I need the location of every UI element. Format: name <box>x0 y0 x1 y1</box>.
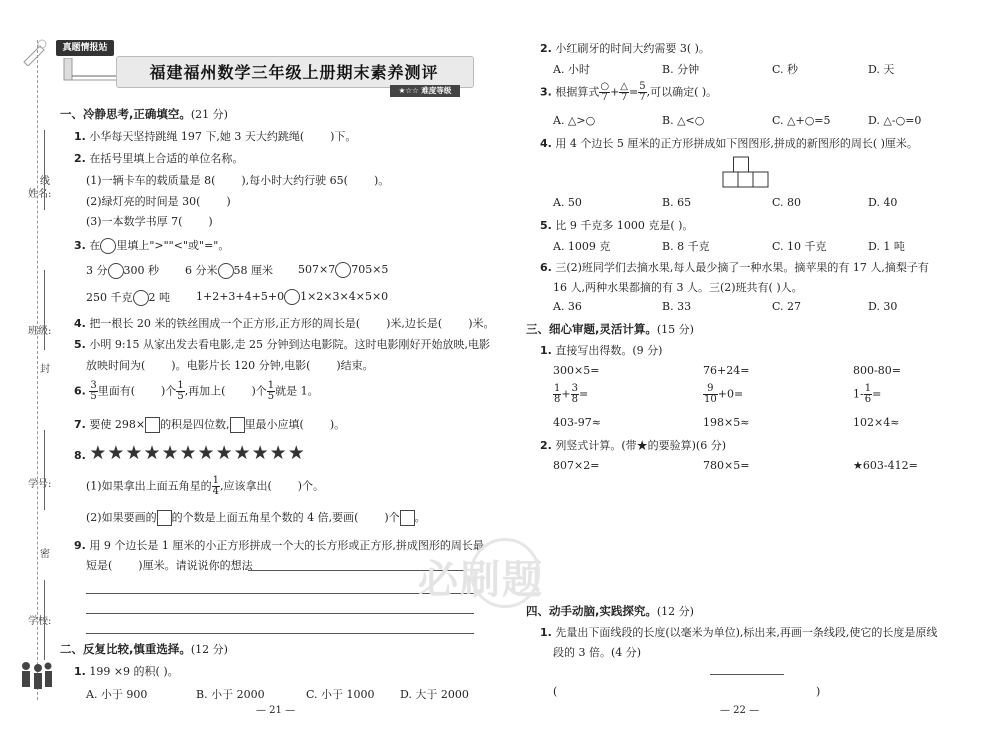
compare-item: 250 千克 2 吨 <box>86 291 170 304</box>
vertical-calc-item: 807×2= <box>553 459 600 472</box>
section2-heading: 二、反复比较,慎重选择。(12 分) <box>60 642 228 656</box>
compare-item: 3 分 300 秒 <box>86 264 159 277</box>
option-a[interactable]: A. 1009 克 <box>553 240 611 253</box>
seal-char-feng: 封 <box>40 364 50 375</box>
calc-item: $\frac{9}{10}$ +0= <box>704 383 744 405</box>
blank-box[interactable] <box>145 417 160 433</box>
option-d[interactable]: D. 1 吨 <box>868 240 905 253</box>
option-c[interactable]: C. 秒 <box>772 63 799 76</box>
s1-question-7: 7. 要使 298× 的积是四位数, 里最小应填( )。 <box>74 418 346 431</box>
option-b[interactable]: B. 33 <box>662 300 692 313</box>
s2-question-4: 4. 用 4 个边长 5 厘米的正方形拼成如下图图形,拼成的新图形的周长( )厘米。 <box>540 137 918 150</box>
calc-item: 1- $\frac{1}{6}$ = <box>853 383 882 405</box>
compare-circle-input[interactable] <box>133 290 149 306</box>
watermark-text: 必刷题 <box>418 557 544 603</box>
compare-circle-input[interactable] <box>218 263 234 279</box>
seal-char-line: 线 <box>40 176 50 187</box>
option-b[interactable]: B. 分钟 <box>662 63 700 76</box>
compare-circle-input[interactable] <box>335 262 351 278</box>
s1-question-1: 1. 小华每天坚持跳绳 197 下,她 3 天大约跳绳( )下。 <box>74 130 357 143</box>
s1-question-2-sub3: (3)一本数学书厚 7( ) <box>86 215 213 228</box>
option-c[interactable]: C. △+○=5 <box>772 114 831 127</box>
option-b[interactable]: B. 8 千克 <box>662 240 710 253</box>
answer-paren-close: ) <box>816 685 821 698</box>
s1-question-8-sub1: (1)如果拿出上面五角星的 $\frac{1}{4}$ ,应该拿出( )个。 <box>86 475 325 497</box>
answer-paren-open: ( <box>553 685 558 698</box>
watermark-circle-icon <box>470 538 540 608</box>
children-silhouette-icon <box>18 660 54 700</box>
s1-question-8-sub2: (2)如果要画的 的个数是上面五角星个数的 4 倍,要画( )个 。 <box>86 511 426 524</box>
compare-item: 1+2+3+4+5+0 1×2×3×4×5×0 <box>196 290 389 303</box>
square-figure-icon <box>722 156 772 190</box>
option-d[interactable]: D. 30 <box>868 300 898 313</box>
star-row-icon: ★★★★★★★★★★★★ <box>89 442 306 464</box>
school-line <box>44 580 45 660</box>
s1-question-9-line1: 9. 用 9 个边长是 1 厘米的小正方形拼成一个大的长方形或正方形,拼成图形的周长最 <box>74 539 484 552</box>
page-title: 福建福州数学三年级上册期末素养测评 <box>149 63 439 82</box>
s2-question-6-line1: 6. 三(2)班同学们去摘水果,每人最少摘了一种水果。摘苹果的有 17 人,摘梨子有 <box>540 261 929 274</box>
section4-heading: 四、动手动脑,实践探究。(12 分) <box>526 604 694 618</box>
vertical-calc-item: 780×5= <box>703 459 750 472</box>
option-c[interactable]: C. 80 <box>772 196 802 209</box>
option-a[interactable]: A. 50 <box>553 196 582 209</box>
compare-circle-input[interactable] <box>284 289 300 305</box>
number-line <box>44 430 45 510</box>
option-d[interactable]: D. 大于 2000 <box>400 688 469 701</box>
s1-question-5-line2: 放映时间为( )。电影片长 120 分钟,电影( )结束。 <box>86 359 374 372</box>
sidebar-number-label: 学号: <box>28 479 52 490</box>
compare-item: 507×7 705×5 <box>298 263 389 276</box>
s3-question-2: 2. 列竖式计算。(带★的要验算)(6 分) <box>540 439 727 452</box>
s1-question-8: 8. ★★★★★★★★★★★★ <box>74 442 306 464</box>
s2-question-6-line2: 16 人,两种水果都摘的有 3 人。三(2)班共有( )人。 <box>553 281 803 294</box>
seal-dashed-line <box>37 40 38 700</box>
s1-question-4: 4. 把一根长 20 米的铁丝围成一个正方形,正方形的周长是( )米,边长是( )米。 <box>74 317 495 330</box>
calc-item: 198×5≈ <box>703 416 750 429</box>
answer-line[interactable] <box>86 633 474 634</box>
class-line <box>44 270 45 350</box>
option-a[interactable]: A. △>○ <box>553 114 596 127</box>
option-b[interactable]: B. 小于 2000 <box>196 688 265 701</box>
s1-question-2-sub2: (2)绿灯亮的时间是 30( ) <box>86 195 231 208</box>
header-badge: 真题情报站 <box>56 40 114 56</box>
option-d[interactable]: D. △-○=0 <box>868 114 922 127</box>
option-c[interactable]: C. 10 千克 <box>772 240 827 253</box>
s2-question-3: 3. 根据算式 $\frac{○}{7}$ + $\frac{\triangle}{7}$ = $\frac{5}{7}$ ,可以确定( )。 <box>540 81 718 103</box>
calc-item: 300×5= <box>553 364 600 377</box>
s4-question-1-line2: 段的 3 倍。(4 分) <box>553 646 642 659</box>
page-number-right: — 22 — <box>720 705 760 716</box>
answer-line[interactable] <box>86 613 474 614</box>
vertical-calc-item: ★603-412= <box>853 459 918 472</box>
seal-char-mi: 密 <box>40 549 50 560</box>
measure-segment <box>710 674 784 675</box>
sidebar-school-label: 学校: <box>28 616 52 627</box>
calc-item: 403-97≈ <box>553 416 601 429</box>
blank-box[interactable] <box>230 417 245 433</box>
option-a[interactable]: A. 小于 900 <box>86 688 148 701</box>
s4-question-1-line1: 1. 先量出下面线段的长度(以毫米为单位),标出来,再画一条线段,使它的长度是原线 <box>540 626 938 639</box>
sidebar-class-label: 班级: <box>28 326 52 337</box>
s2-question-5: 5. 比 9 千克多 1000 克是( )。 <box>540 219 694 232</box>
sidebar-name-label: 姓名: <box>28 189 52 200</box>
name-line <box>44 130 45 210</box>
page-number-left: — 21 — <box>256 705 296 716</box>
s1-question-9-line2: 短是( )厘米。请说说你的想法 <box>86 559 253 572</box>
pencil-decoration-icon <box>20 38 50 66</box>
compare-item: 6 分米 58 厘米 <box>185 264 273 277</box>
s2-question-2: 2. 小红刷牙的时间大约需要 3( )。 <box>540 42 710 55</box>
compare-circle-icon <box>100 238 116 254</box>
s1-question-2: 2. 在括号里填上合适的单位名称。 <box>74 152 244 165</box>
difficulty-badge: ★☆☆ 难度等级 <box>390 85 460 97</box>
s1-question-6: 6. $\frac{3}{5}$ 里面有( )个 $\frac{1}{5}$ ,再加上( )个 $\frac{1}{5}$ 就是 1。 <box>74 380 319 402</box>
compare-circle-input[interactable] <box>108 263 124 279</box>
calc-item: 76+24= <box>703 364 750 377</box>
calc-item: $\frac{1}{8}$ + $\frac{3}{8}$ = <box>554 383 589 405</box>
option-c[interactable]: C. 27 <box>772 300 802 313</box>
option-c[interactable]: C. 小于 1000 <box>306 688 375 701</box>
calc-item: 800-80= <box>853 364 901 377</box>
option-b[interactable]: B. 65 <box>662 196 692 209</box>
s2-question-1: 1. 199 ×9 的积( )。 <box>74 665 179 678</box>
blank-box[interactable] <box>157 510 172 526</box>
s1-question-5-line1: 5. 小明 9:15 从家出发去看电影,走 25 分钟到达电影院。这时电影刚好开始放映,电影 <box>74 338 491 351</box>
option-d[interactable]: D. 40 <box>868 196 898 209</box>
option-a[interactable]: A. 小时 <box>553 63 590 76</box>
blank-box[interactable] <box>400 510 415 526</box>
option-d[interactable]: D. 天 <box>868 63 895 76</box>
calc-item: 102×4≈ <box>853 416 900 429</box>
answer-line[interactable] <box>86 593 474 594</box>
option-b[interactable]: B. △<○ <box>662 114 705 127</box>
s1-question-2-sub1: (1)一辆卡车的载质量是 8( ),每小时大约行驶 65( )。 <box>86 174 390 187</box>
section1-heading: 一、冷静思考,正确填空。(21 分) <box>60 107 228 121</box>
s1-question-3: 3. 在 里填上">""<"或"="。 <box>74 239 230 252</box>
section3-heading: 三、细心审题,灵活计算。(15 分) <box>526 322 694 336</box>
s3-question-1: 1. 直接写出得数。(9 分) <box>540 344 663 357</box>
option-a[interactable]: A. 36 <box>553 300 582 313</box>
